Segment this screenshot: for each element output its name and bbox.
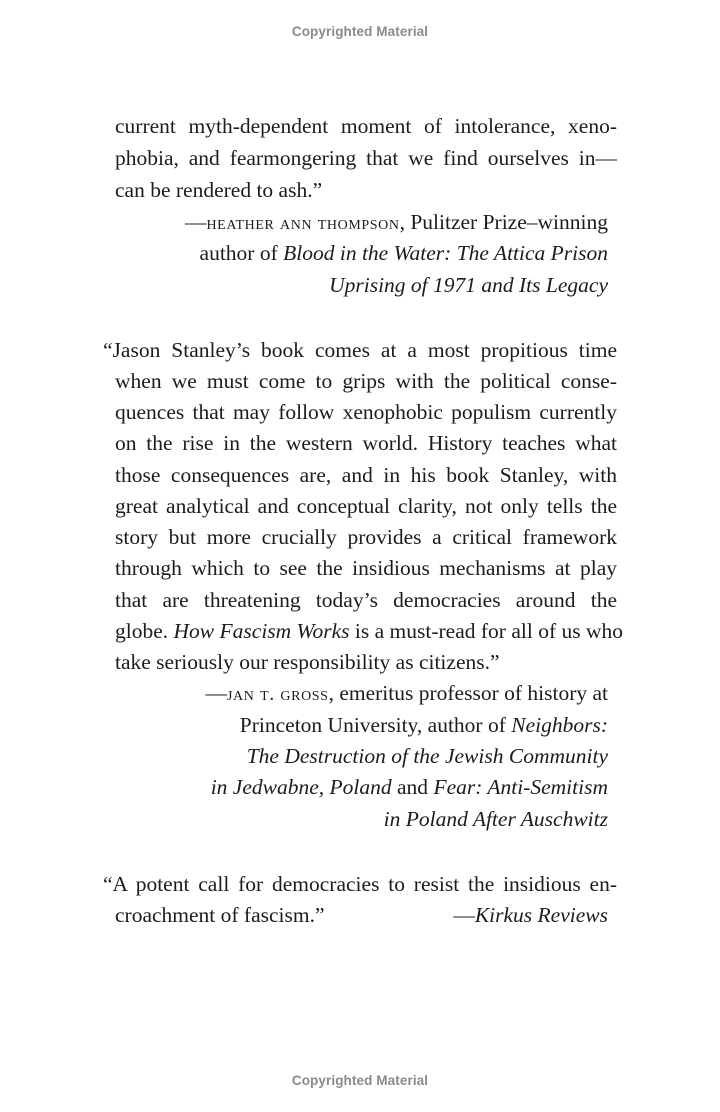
- book-title: in Poland After Auschwitz: [383, 807, 608, 831]
- blurb-text-line: take seriously our responsibility as citizens.”: [115, 650, 500, 674]
- blurb-attribution-line: —heather ann thompson, Pulitzer Prize–winning: [184, 210, 608, 234]
- book-title: Neighbors:: [511, 713, 608, 737]
- book-title: Blood in the Water: The Attica Prison: [283, 241, 608, 265]
- blurb-text-line: those consequences are, and in his book Stanley, with: [115, 463, 617, 487]
- blurb-attribution-line: [247, 746, 608, 768]
- blurb-text-line: “A potent call for democracies to resist the insidious en-: [103, 872, 617, 896]
- blurb-text-line: croachment of fascism.”: [115, 903, 325, 927]
- blurb-text-line: quences that may follow xenophobic populism currently: [115, 400, 617, 424]
- book-title: Uprising of 1971 and Its Legacy: [329, 273, 608, 297]
- blurb-text-line: current myth-dependent moment of intolerance, xeno-: [115, 114, 617, 138]
- reviewer-name: jan t. gross: [227, 683, 329, 705]
- blurb-text-line: phobia, and fearmongering that we find ourselves in—: [115, 146, 617, 170]
- blurb-attribution-line: author of Blood in the Water: The Attica Prison: [199, 241, 608, 265]
- book-title: Fear: Anti-Semitism: [433, 775, 608, 799]
- blurb-attribution-line: in Jedwabne, Poland and Fear: Anti-Semitism: [210, 775, 608, 799]
- blurb-text-line: on the rise in the western world. History teaches what: [115, 431, 617, 455]
- blurb-text-line: “Jason Stanley’s book comes at a most propitious time: [103, 338, 617, 362]
- blurb-attribution-line: [329, 275, 608, 297]
- blurb-attribution-line: —jan t. gross, emeritus professor of history at: [205, 681, 608, 705]
- blurb-text-line: globe. How Fascism Works is a must-read for all of us who: [115, 619, 623, 643]
- blurb-text-line: great analytical and conceptual clarity, not only tells the: [115, 494, 617, 518]
- blurb-attribution-line: [384, 809, 608, 831]
- blurb-attribution-line: —Kirkus Reviews: [453, 903, 608, 927]
- blurb-text-line: when we must come to grips with the political conse-: [115, 369, 617, 393]
- book-title: How Fascism Works: [173, 619, 350, 643]
- review-source: Kirkus Reviews: [474, 903, 608, 927]
- blurb-text-line: story but more crucially provides a critical framework: [115, 525, 617, 549]
- book-title: in Jedwabne, Poland: [210, 775, 392, 799]
- blurb-attribution-line: Princeton University, author of Neighbors:: [239, 713, 608, 737]
- blurb-text-line: through which to see the insidious mechanisms at play: [115, 556, 617, 580]
- copyright-watermark-top: Copyrighted Material: [291, 24, 429, 39]
- reviewer-name: heather ann thompson: [206, 212, 400, 234]
- book-title: The Destruction of the Jewish Community: [246, 744, 608, 768]
- blurb-text-line: can be rendered to ash.”: [115, 178, 323, 202]
- blurb-text-line: that are threatening today’s democracies around the: [115, 588, 617, 612]
- copyright-watermark-bottom: Copyrighted Material: [291, 1073, 429, 1088]
